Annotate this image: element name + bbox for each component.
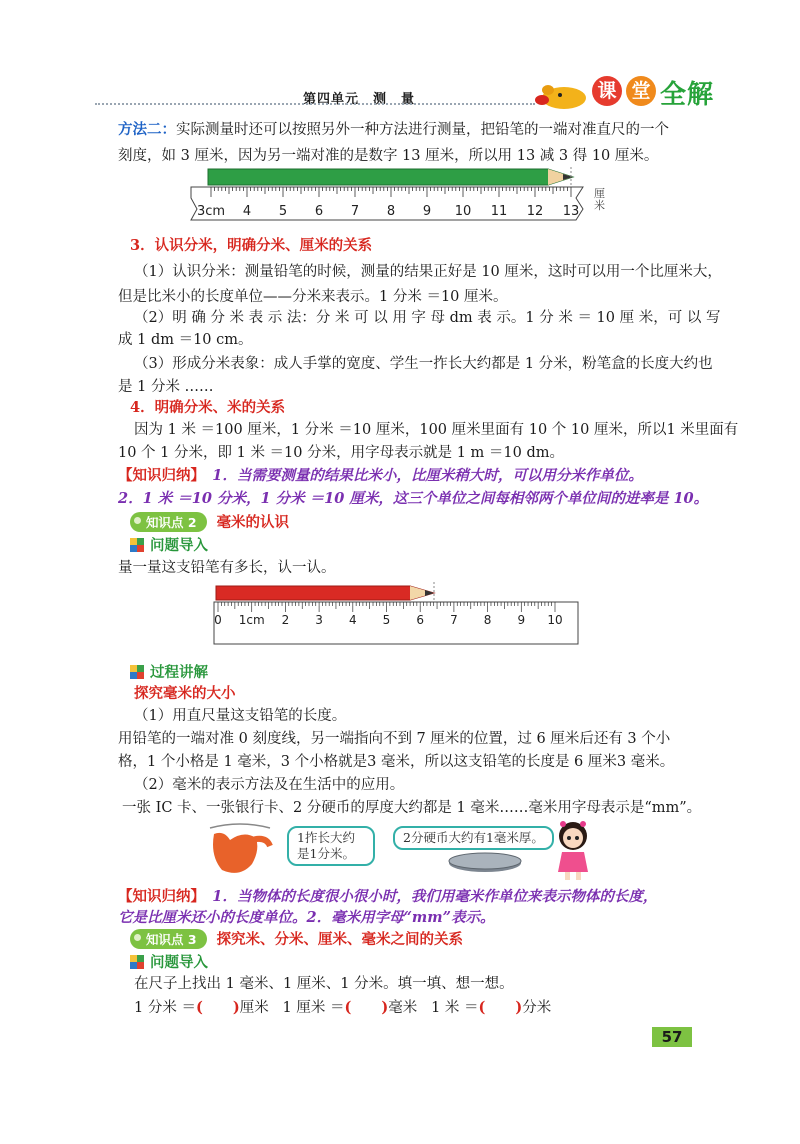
process-p1: （1）用直尺量这支铅笔的长度。	[134, 708, 347, 724]
hand-span-illustration	[200, 820, 280, 878]
method2-line2: 刻度，如 3 厘米，因为另一端对准的是数字 13 厘米，所以用 13 减 3 得 10 厘米。	[118, 148, 659, 164]
intro3-heading: 问题导入	[130, 951, 208, 972]
brand-logo	[532, 74, 722, 110]
ruler-label: 3cm	[196, 204, 226, 219]
fill-blank-row: 1 分米 ＝( )厘米 1 厘米 ＝( )毫米 1 米 ＝( )分米	[134, 999, 552, 1016]
kp2-title: 毫米的认识	[216, 514, 290, 531]
ruler-label: 10	[547, 613, 563, 627]
girl-illustration	[550, 816, 596, 882]
ruler-label: 9	[517, 613, 526, 627]
green-pencil	[208, 169, 573, 185]
ruler-label: 4	[242, 204, 252, 219]
knowledge-point-2	[130, 511, 289, 531]
sec3-p3b: 是 1 分米 ……	[118, 379, 214, 395]
intro2-text: 量一量这支铅笔有多长，认一认。	[118, 560, 336, 576]
section3-heading: 3．认识分米，明确分米、厘米的关系	[130, 237, 373, 254]
kp3-title: 探究米、分米、厘米、毫米之间的关系	[216, 931, 464, 948]
process-p4: 一张 IC 卡、一张银行卡、2 分硬币的厚度大约都是 1 毫米……毫米用字母表示是“mm”。	[122, 800, 702, 816]
intro2-heading: 问题导入	[130, 534, 208, 555]
header-divider	[95, 103, 535, 105]
summary1-line1: 【知识归纳】 1．当需要测量的结果比米小，比厘米稍大时，可以用分米作单位。	[118, 467, 643, 484]
cube-icon	[130, 665, 144, 679]
page-number: 57	[652, 1027, 692, 1047]
cube-icon	[130, 955, 144, 969]
ruler-label: 11	[490, 204, 508, 219]
kp2-badge: 知识点 2	[130, 512, 207, 532]
logo-char-1: 课	[592, 76, 622, 106]
summary2-line2: 它是比厘米还小的长度单位。2．毫米用字母“mm”表示。	[118, 909, 495, 926]
sec4-p1a: 因为 1 米 ＝100 厘米，1 分米 ＝10 厘米，100 厘米里面有 10 个 10 厘米，所以1 米里面有	[134, 422, 739, 438]
ruler-label: 8	[483, 613, 492, 627]
ruler-label: 13	[562, 204, 580, 219]
speech-bubble-2: 2分硬币大约有1毫米厚。	[393, 826, 554, 850]
ruler-label: 3	[315, 613, 323, 627]
section4-heading: 4．明确分米、米的关系	[130, 399, 286, 416]
ruler-label: 7	[450, 613, 458, 627]
ruler-label: 5	[382, 613, 391, 627]
ruler-label: 4	[348, 613, 357, 627]
coin-illustration	[445, 850, 525, 876]
logo-text: 全解	[660, 80, 715, 110]
knowledge-point-3	[130, 928, 463, 948]
bear-icon	[532, 78, 592, 110]
process-p3: （2）毫米的表示方法及在生活中的应用。	[134, 777, 405, 793]
ruler-label: 5	[278, 204, 288, 219]
ruler-label: 6	[314, 204, 324, 219]
logo-char-2: 堂	[626, 76, 656, 106]
ruler-1	[183, 163, 623, 233]
chapter-title: 第四单元 测 量	[303, 92, 416, 107]
ruler-label: 2	[281, 613, 290, 627]
ruler-label: 12	[526, 204, 544, 219]
sec3-p2b: 成 1 dm ＝10 cm。	[118, 332, 253, 348]
ruler-label: 8	[386, 204, 396, 219]
ruler-label: 9	[422, 204, 432, 219]
cube-icon	[130, 538, 144, 552]
ruler-label: 6	[416, 613, 425, 627]
ruler-2	[212, 580, 582, 650]
process-subheading: 探究毫米的大小	[134, 685, 236, 702]
intro3-text: 在尺子上找出 1 毫米、1 厘米、1 分米。填一填、想一想。	[134, 976, 514, 992]
speech-bubble-1: 1拃长大约 是1分米。	[287, 826, 375, 866]
ruler-label: 7	[350, 204, 360, 219]
ruler-label: 10	[454, 204, 472, 219]
sec3-p1b: 但是比米小的长度单位——分米来表示。1 分米 ＝10 厘米。	[118, 289, 508, 305]
sec3-p1a: （1）认识分米：测量铅笔的时候，测量的结果正好是 10 厘米，这时可以用一个比厘米大，	[134, 264, 722, 280]
ruler-label: 1cm	[238, 613, 265, 627]
kp3-badge: 知识点 3	[130, 929, 207, 949]
summary2-line1: 【知识归纳】 1．当物体的长度很小很小时，我们用毫米作单位来表示物体的长度，	[118, 888, 658, 905]
sec4-p1b: 10 个 1 分米，即 1 米 ＝10 分米，用字母表示就是 1 m ＝10 dm。	[118, 445, 565, 461]
ruler-unit: 厘米	[594, 187, 605, 212]
process-heading: 过程讲解	[130, 661, 208, 682]
ruler-label: 0	[214, 613, 222, 627]
sec3-p3a: （3）形成分米表象：成人手掌的宽度、学生一拃长大约都是 1 分米，粉笔盒的长度大约也	[134, 356, 713, 372]
process-p2b: 格，1 个小格是 1 毫米，3 个小格就是3 毫米，所以这支铅笔的长度是 6 厘米3 毫米。	[118, 754, 675, 770]
sec3-p2a: （2）明 确 分 米 表 示 法：分 米 可 以 用 字 母 dm 表 示。1 分 米 ＝ 10 厘 米，可 以 写	[134, 310, 721, 326]
summary1-line2: 2．1 米 ＝10 分米，1 分米 ＝10 厘米，这三个单位之间每相邻两个单位间的进率是 10。	[118, 490, 709, 507]
process-p2a: 用铅笔的一端对准 0 刻度线，另一端指向不到 7 厘米的位置，过 6 厘米后还有 3 个小	[118, 731, 671, 747]
red-pencil	[216, 586, 434, 600]
method2-line1: 方法二：实际测量时还可以按照另外一种方法进行测量，把铅笔的一端对准直尺的一个	[118, 121, 669, 138]
